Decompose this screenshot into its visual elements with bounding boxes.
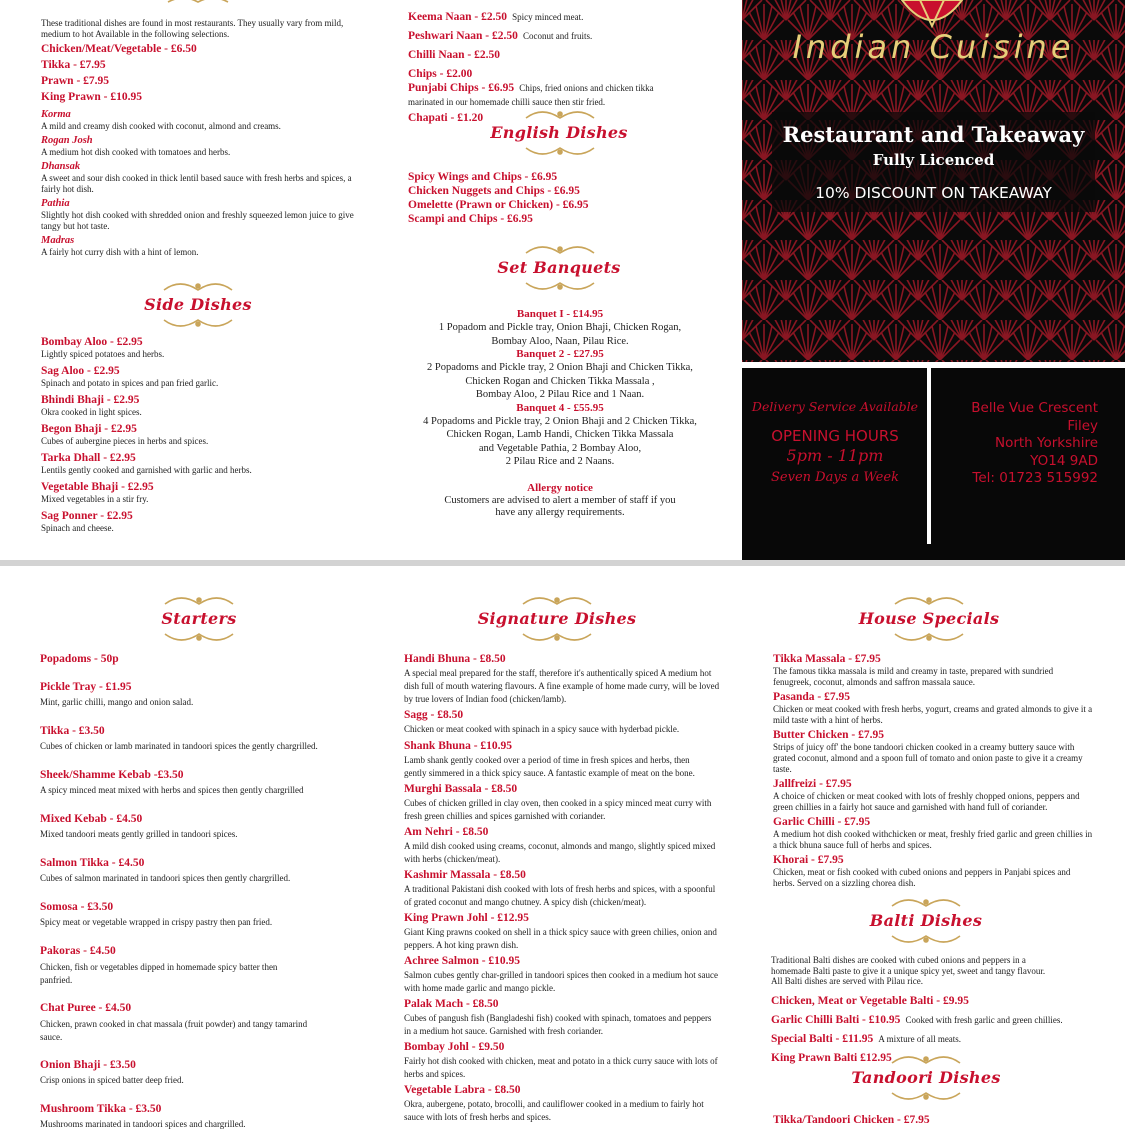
balti-intro: homemade Balti paste to give it a unique spicy yet, sweet and tangy flavour. [771,965,1046,976]
english-dish: Scampi and Chips - £6.95 [408,213,533,225]
bread-name: Keema Naan - £2.50 [408,11,508,23]
set-banquets-heading: Set Banquets [497,258,621,277]
starter-desc: Mushrooms marinated in tandoori spices and chargrilled. [40,1119,246,1129]
side-dish-desc: Lightly spiced potatoes and herbs. [41,349,165,359]
bread-name: Chilli Naan - £2.50 [408,49,501,61]
signature-name: Bombay Johl - £9.50 [404,1041,505,1053]
starter-name: Somosa - £3.50 [40,901,114,913]
english-dishes-heading: English Dishes [490,123,628,142]
starter-name: Chat Puree - £4.50 [40,1002,132,1014]
signature-desc: Lamb shank gently cooked over a period of time in fresh spices and herbs, then gently simmered in a thick spicy sauce. A fantastic example of meat on the bone. [404,755,695,778]
style-desc: A mild and creamy dish cooked with coconut, almond and creams. [41,121,281,131]
panel-divider [927,368,931,544]
side-dish-name: Bhindi Bhaji - £2.95 [41,394,140,406]
address-line: Belle Vue Crescent [971,400,1098,416]
address-block [938,400,1098,488]
main-dishes-intro: These traditional dishes are found in most restaurants. They usually vary from mild, medium to hot Available in the following selections. [41,18,344,39]
starter-name: Mixed Kebab - £4.50 [40,813,143,825]
starter-name: Salmon Tikka - £4.50 [40,857,145,869]
bread-name: Chips - £2.00 [408,68,473,80]
starter-desc: Mixed tandoori meats gently grilled in tandoori spices. [40,829,238,839]
side-dish-desc: Spinach and cheese. [41,523,114,533]
style-name: Korma [41,109,71,120]
starter-desc: Cubes of chicken or lamb marinated in tandoori spices the gently chargrilled. [40,741,318,751]
banquet-title: Banquet 2 - £27.95 [516,348,604,360]
allergy-line: Customers are advised to alert a member of staff if you [444,494,676,506]
house-name: Khorai - £7.95 [773,854,844,866]
side-dish-desc: Mixed vegetables in a stir fry. [41,494,149,504]
starters-heading: Starters [161,609,237,628]
signature-desc: Okra, aubergene, potato, brocolli, and cauliflower cooked in a medium to fairly hot sauce with lots of fresh herbs and spices. [404,1099,704,1122]
banquet-line: 4 Popadoms and Pickle tray, 2 Onion Bhaji and 2 Chicken Tikka, [423,415,697,427]
banquet-title: Banquet 4 - £55.95 [516,401,604,414]
starter-desc: Chicken, prawn cooked in chat massala (fruit powder) and tangy tamarind sauce. [40,1019,308,1042]
starter-name: Pickle Tray - £1.95 [40,681,132,693]
banquet-line: and Vegetable Pathia, 2 Bombay Aloo, [478,442,642,454]
cover-line3: 10% DISCOUNT ON TAKEAWAY [815,184,1052,202]
side-dish-name: Sag Ponner - £2.95 [41,510,133,522]
style-name: Pathia [41,198,70,209]
style-desc: A fairly hot curry dish with a hint of lemon. [41,247,199,257]
house-name: Tikka Massala - £7.95 [773,653,881,665]
banquet-line: Chicken Rogan and Chicken Tikka Massala , [465,375,655,387]
balti-note: A mixture of all meats. [878,1033,962,1044]
bread-note: Spicy minced meat. [512,12,584,22]
side-dish-name: Bombay Aloo - £2.95 [41,336,143,348]
english-dishes-column [408,171,708,226]
starter-name: Sheek/Shamme Kebab -£3.50 [40,769,184,781]
signature-name: Murghi Bassala - £8.50 [404,783,518,795]
signature-name: Achree Salmon - £10.95 [404,955,521,967]
cover-line1: Restaurant and Takeaway [782,122,1085,147]
starter-desc: Crisp onions in spiced batter deep fried. [40,1075,184,1085]
banquet-line: 1 Popadom and Pickle tray, Onion Bhaji, Chicken Rogan, [438,322,682,333]
starters-column [40,653,360,1130]
signature-desc: Cubes of chicken grilled in clay oven, then cooked in a spicy minced meat curry with fresh green chillies and spices garnished with coriander. [404,798,712,821]
signature-name: Vegetable Labra - £8.50 [404,1084,521,1096]
house-specials-column [773,653,1093,889]
signature-name: King Prawn Johl - £12.95 [404,912,529,924]
info-panel [742,368,1125,560]
style-desc: A medium hot dish cooked with tomatoes and herbs. [41,147,231,157]
house-name: Garlic Chilli - £7.95 [773,816,871,828]
banquet-line: 2 Pilau Rice and 2 Naans. [505,456,615,467]
side-dishes-heading: Side Dishes [144,295,252,314]
tandoori-name: Tikka/Tandoori Chicken - £7.95 [773,1114,930,1126]
house-specials-heading: House Specials [858,609,1000,628]
house-desc: The famous tikka massala is mild and creamy in taste, prepared with sundried fenugreek, coconut, almonds and saffron massala sauce. [773,666,1054,687]
side-dish-desc: Okra cooked in light spices. [41,407,142,417]
starter-desc: Spicy meat or vegetable wrapped in crispy pastry then pan fried. [40,917,273,927]
house-desc: Chicken, meat or fish cooked with cubed onions and peppers in Panjabi spices and herbs. Served on a sizzling chorea dish. [773,867,1071,888]
signature-name: Kashmir Massala - £8.50 [404,869,526,881]
starter-desc: Mint, garlic chilli, mango and onion salad. [40,697,194,707]
banquet-line: Bombay Aloo, 2 Pilau Rice and 1 Naan. [475,389,645,400]
signature-desc: A traditional Pakistani dish cooked with lots of fresh herbs and spices, with a spoonful of grated coconut and mango chutney. A spicy dish (chicken/meat). [404,884,716,907]
balti-intro: Traditional Balti dishes are cooked with cubed onions and peppers in a [771,955,1026,965]
side-dish-name: Begon Bhaji - £2.95 [41,423,137,435]
price-item: Prawn - £7.95 [41,75,110,87]
balti-intro: All Balti dishes are served with Pilau rice. [771,976,923,986]
banquets-column [395,308,725,519]
starter-name: Mushroom Tikka - £3.50 [40,1103,162,1115]
days-text: Seven Days a Week [771,470,899,485]
side-dishes-column [41,336,359,534]
cover-line2: Fully Licenced [872,151,995,169]
house-desc: A choice of chicken or meat cooked with lots of freshly chopped onions, peppers and green chillies in a fairly hot sauce and garnished with hand full of coriander. [773,791,1080,812]
house-desc: A medium hot dish cooked withchicken or meat, freshly fried garlic and green chillies in a thick bhuna sauce full of herbs and spices. [773,829,1093,850]
balti-dishes-heading: Balti Dishes [869,911,983,930]
price-item: Tikka - £7.95 [41,59,106,71]
address-line: Filey [1067,417,1098,434]
balti-name: Chicken, Meat or Vegetable Balti - £9.95 [771,994,969,1007]
signature-desc: Giant King prawns cooked on shell in a thick spicy sauce with green chilies, onion and peppers. A hot king prawn dish. [404,927,717,950]
english-dish: Spicy Wings and Chips - £6.95 [408,171,558,183]
price-item: Chicken/Meat/Vegetable - £6.50 [41,43,197,55]
house-name: Butter Chicken - £7.95 [773,729,884,741]
balti-column [771,955,1101,1065]
delivery-text: Delivery Service Available [751,399,919,414]
starter-desc: Cubes of salmon marinated in tandoori spices then gently chargrilled. [40,873,291,883]
tandoori-column [773,1114,1093,1127]
fold-divider [0,560,1125,566]
starter-name: Popadoms - 50p [40,653,119,665]
phone-number: Tel: 01723 515992 [972,470,1098,486]
side-dish-name: Vegetable Bhaji - £2.95 [41,481,154,493]
starter-desc: Chicken, fish or vegetables dipped in homemade spicy batter then panfried. [40,962,278,985]
breads-column [408,5,708,125]
address-line: YO14 9AD [1030,452,1098,469]
style-desc: Slightly hot dish cooked with shredded onion and freshly squeezed lemon juice to give tangy but hot taste. [41,210,354,231]
cover-subtitle: Indian Cuisine [792,28,1075,66]
starter-name: Tikka - £3.50 [40,725,105,737]
signature-desc: Fairly hot dish cooked with chicken, meat and potato in a thick curry sauce with lots of herbs and spices. [404,1056,718,1079]
allergy-title: Allergy notice [527,481,593,494]
english-dish: Omelette (Prawn or Chicken) - £6.95 [408,199,589,211]
bread-note: Coconut and fruits. [522,31,593,41]
main-dishes-column [41,18,359,258]
banquet-line: 2 Popadoms and Pickle tray, 2 Onion Bhaji and Chicken Tikka, [427,362,693,373]
banquet-line: Chicken Rogan, Lamb Handi, Chicken Tikka Massala [446,429,674,440]
signature-name: Sagg - £8.50 [404,709,464,721]
signature-desc: A mild dish cooked using creams, coconut, almonds and mango, slightly spiced mixed with herbs (chicken/meat). [404,841,716,864]
side-dish-name: Sag Aloo - £2.95 [41,365,120,377]
side-dish-desc: Spinach and potato in spices and pan fried garlic. [41,378,219,388]
price-item: King Prawn - £10.95 [41,91,142,103]
signature-column [404,653,720,1124]
signature-desc: Salmon cubes gently char-grilled in tandoori spices then cooked in a medium hot sauce with home made garlic and mango pickle. [404,970,718,993]
starter-desc: A spicy minced meat mixed with herbs and spices then gently chargrilled [40,785,304,795]
side-dish-name: Tarka Dhall - £2.95 [41,452,136,464]
balti-note: Cooked with fresh garlic and green chillies. [905,1014,1063,1025]
allergy-line: have any allergy requirements. [495,506,625,518]
house-name: Jallfreizi - £7.95 [773,778,852,790]
starter-name: Pakoras - £4.50 [40,945,116,957]
balti-name: King Prawn Balti £12.95 [771,1051,892,1064]
ornament-top-left [158,0,238,10]
address-line: North Yorkshire [994,435,1098,451]
house-desc: Chicken or meat cooked with fresh herbs, yogurt, creams and grated almonds to give it a mild taste with a hint of herbs. [773,704,1093,725]
banquet-title: Banquet I - £14.95 [516,308,604,320]
hours-value: 5pm - 11pm [786,446,884,465]
bread-name: Punjabi Chips - £6.95 [408,82,515,94]
side-dish-desc: Cubes of aubergine pieces in herbs and spices. [41,436,209,446]
bread-name: Chapati - £1.20 [408,112,484,124]
signature-name: Am Nehri - £8.50 [404,826,489,838]
banquet-line: Bombay Aloo, Naan, Pilau Rice. [491,335,629,347]
house-desc: Strips of juicy off' the bone tandoori chicken cooked in a creamy buttery sauce with grated coconut, almond and a spoon full of tomato and onion paste to give it a creamy taste. [773,742,1083,774]
style-name: Madras [41,235,75,246]
signature-name: Handi Bhuna - £8.50 [404,653,506,665]
balti-name: Garlic Chilli Balti - £10.95 [771,1013,901,1026]
style-name: Dhansak [41,161,81,172]
signature-desc: Chicken or meat cooked with spinach in a spicy sauce with hyderbad pickle. [404,724,680,734]
english-dish: Chicken Nuggets and Chips - £6.95 [408,185,580,197]
signature-dishes-heading: Signature Dishes [477,609,637,628]
side-dish-desc: Lentils gently cooked and garnished with garlic and herbs. [41,465,252,475]
hours-title: OPENING HOURS [771,427,899,445]
tandoori-dishes-heading: Tandoori Dishes [851,1068,1001,1087]
signature-desc: Cubes of pangush fish (Bangladeshi fish) cooked with spinach, tomatoes and peppers in a medium hot sauce. Garnished with fresh coriander. [404,1013,712,1036]
balti-name: Special Balti - £11.95 [771,1032,874,1045]
signature-desc: A special meal prepared for the staff, therefore it's authentically spiced A medium hot dish full of mouth watering flavours. A fine example of home made curry, will be loved by true lovers of Indian food (chicken/lamb). [404,668,720,704]
signature-name: Palak Mach - £8.50 [404,998,499,1010]
bread-note: Chips, fried onions and chicken tikka marinated in our homemade chilli sauce then stir fried. [408,83,654,107]
house-name: Pasanda - £7.95 [773,691,850,703]
starter-name: Onion Bhaji - £3.50 [40,1059,136,1071]
signature-name: Shank Bhuna - £10.95 [404,740,513,752]
cover-panel [742,0,1125,362]
bread-name: Peshwari Naan - £2.50 [408,30,518,42]
style-desc: A sweet and sour dish cooked in thick lentil based sauce with fresh herbs and spices, a fairly hot dish. [41,173,352,194]
style-name: Rogan Josh [41,135,93,146]
